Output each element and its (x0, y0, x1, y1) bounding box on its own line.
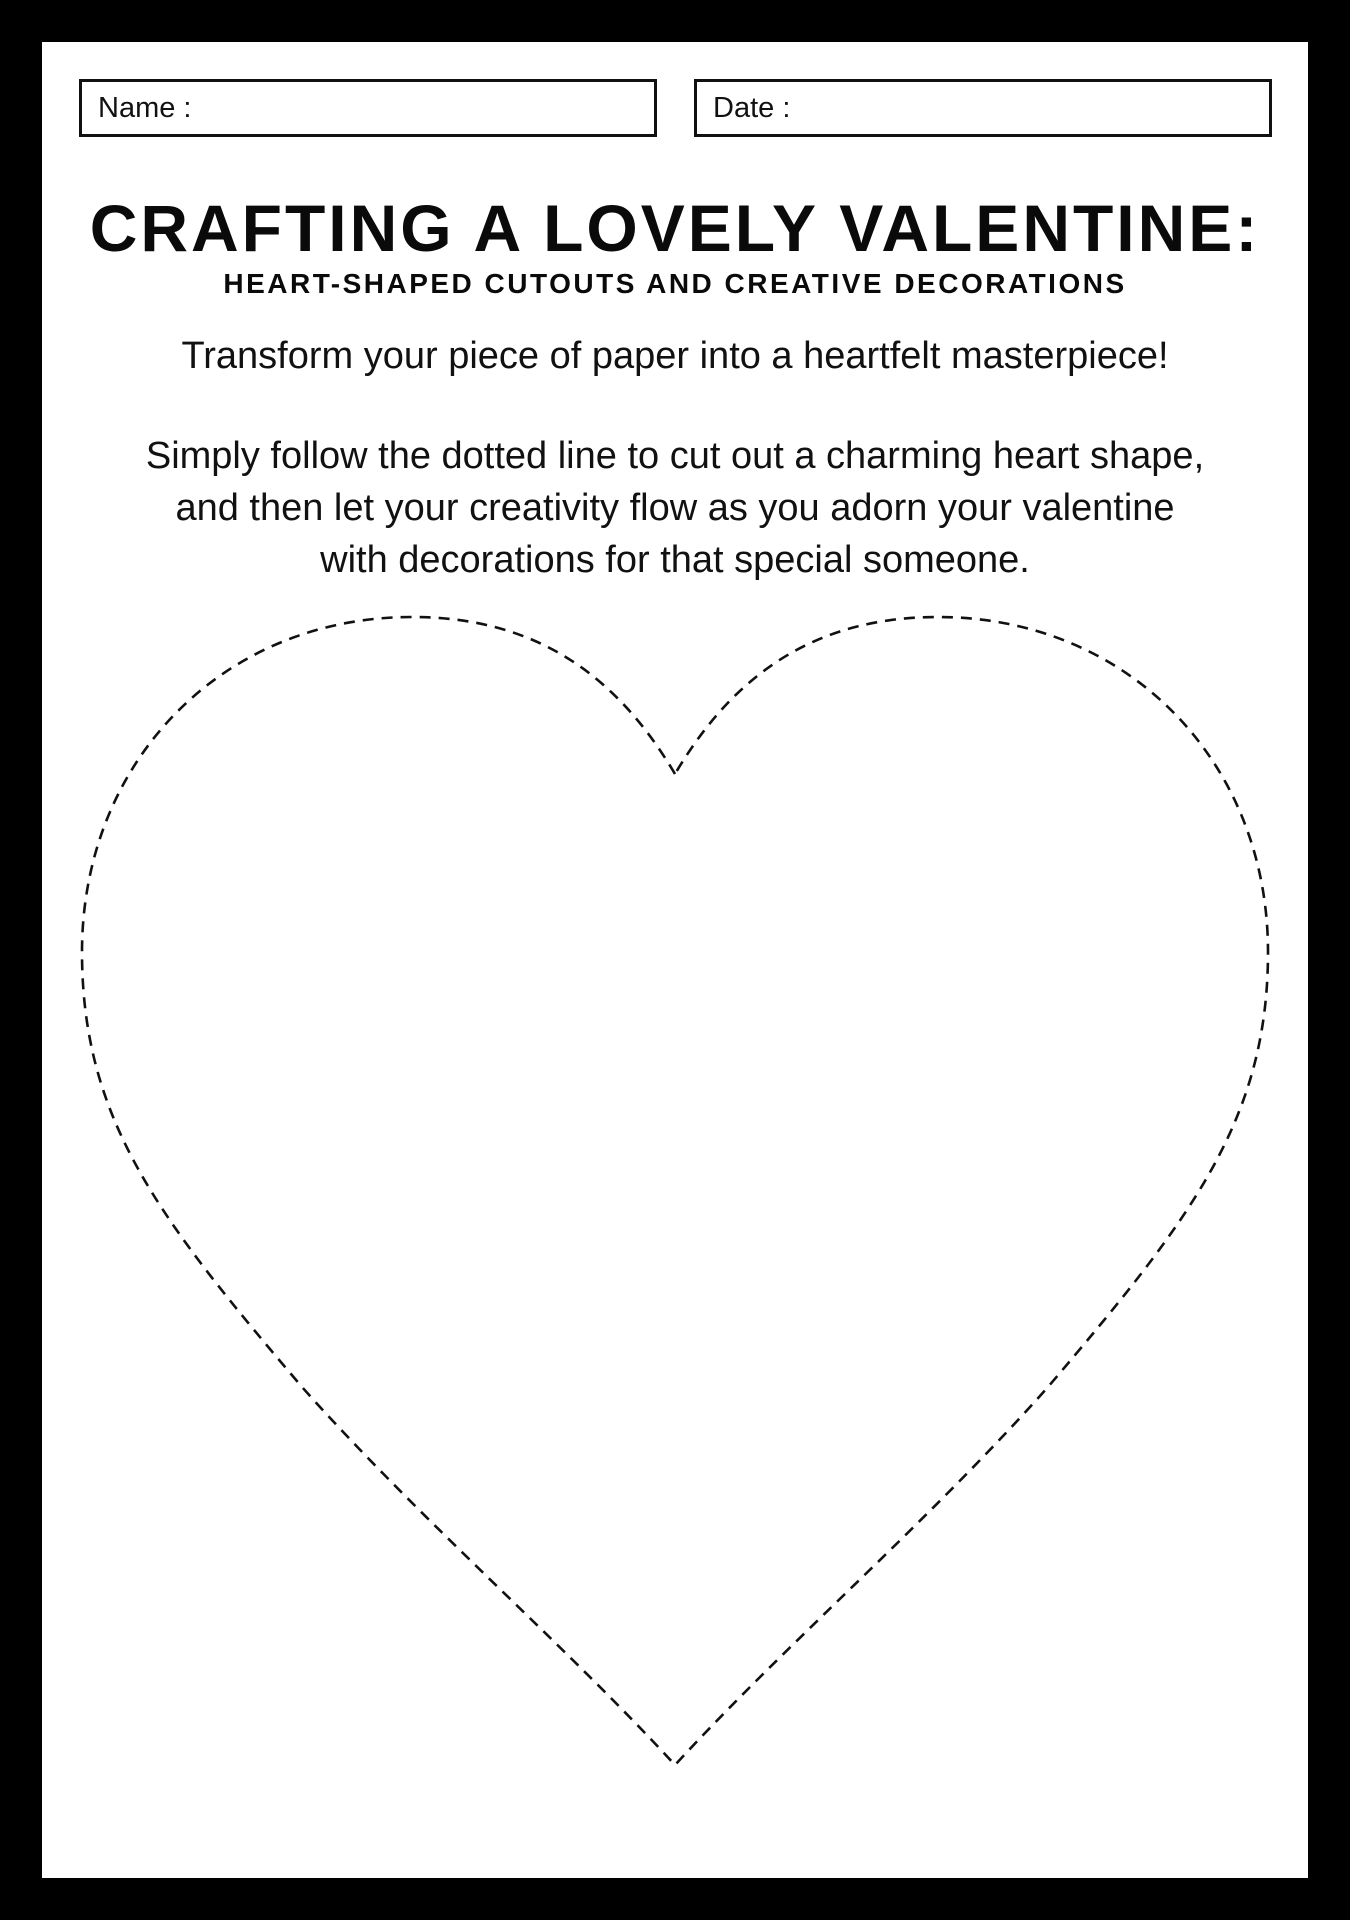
instructions-line-1: Simply follow the dotted line to cut out a charming heart shape, (145, 435, 1205, 477)
instructions-line-3: with decorations for that special someone. (320, 539, 1030, 581)
date-field[interactable] (694, 79, 1272, 137)
name-field[interactable] (79, 79, 657, 137)
heart-cutout-outline (42, 42, 1308, 1878)
instructions-line-2: and then let your creativity flow as you adorn your valentine (175, 487, 1175, 529)
intro-text: Transform your piece of paper into a heartfelt masterpiece! (181, 335, 1169, 377)
heart-dashed-path (82, 617, 1268, 1765)
name-label: Name : (98, 92, 192, 124)
worksheet-page (42, 42, 1308, 1878)
page-subtitle: HEART-SHAPED CUTOUTS AND CREATIVE DECORATIONS (223, 268, 1127, 299)
date-label: Date : (713, 92, 791, 124)
page-title: CRAFTING A LOVELY VALENTINE: (89, 191, 1261, 265)
instructions-text (62, 430, 1288, 586)
